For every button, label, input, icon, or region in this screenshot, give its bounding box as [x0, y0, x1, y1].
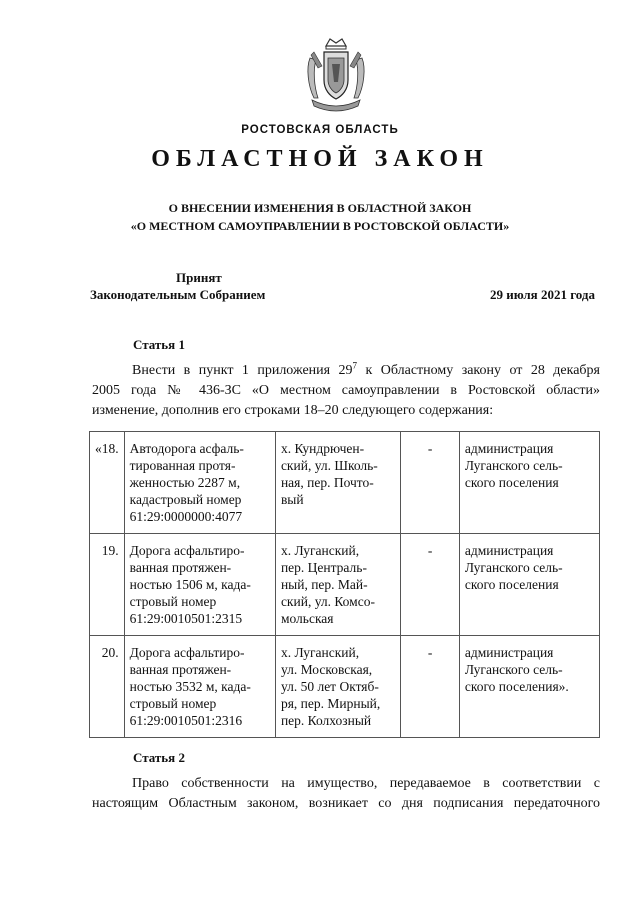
table-row [90, 534, 600, 636]
accepting-body: Законодательным Собранием [90, 287, 266, 302]
road-object-cell: Дорога асфальтиро- ванная протяжен- ностью 1506 м, када- стровый номер 61:29:0010501:2315 [124, 534, 275, 636]
road-object-cell: Дорога асфальтиро- ванная протяжен- ностью 3532 м, када- стровый номер 61:29:0010501:2316 [124, 636, 275, 738]
article-2-line-2: настоящим Областным законом, возникает со дня подписания передаточного [92, 796, 600, 811]
article-1-paragraph [92, 361, 600, 421]
article-2-heading: Статья 2 [133, 750, 185, 765]
road-object-cell: Автодорога асфаль- тированная протя- женностью 2287 м, кадастровый номер 61:29:0000000:4077 [124, 432, 275, 534]
row-number: 19. [90, 534, 125, 636]
article-1-line-3: изменение, дополнив его строками 18–20 следующего содержания: [92, 403, 494, 418]
row-number: «18. [90, 432, 125, 534]
roads-table [89, 431, 600, 738]
dash-cell: - [401, 636, 459, 738]
owner-cell: администрация Луганского сель- ского поселения [459, 534, 599, 636]
law-type-title: ОБЛАСТНОЙ ЗАКОН [151, 146, 489, 172]
region-name: РОСТОВСКАЯ ОБЛАСТЬ [241, 124, 399, 136]
adoption-date: 29 июля 2021 года [490, 287, 595, 302]
dash-cell: - [401, 534, 459, 636]
owner-cell: администрация Луганского сель- ского поселения». [459, 636, 599, 738]
law-subtitle-line-2: «О МЕСТНОМ САМОУПРАВЛЕНИИ В РОСТОВСКОЙ ОБЛАСТИ» [130, 219, 510, 233]
road-location-cell: х. Луганский, ул. Московская, ул. 50 лет Октяб- ря, пер. Мирный, пер. Колхозный [275, 636, 400, 738]
rostov-oblast-coat-of-arms-icon [300, 36, 372, 116]
accepted-label: Принят [176, 270, 222, 285]
article-1-line-2: 2005 года № 436-ЗС «О местном самоуправлении в Ростовской области» [92, 383, 600, 398]
row-number: 20. [90, 636, 125, 738]
road-location-cell: х. Луганский, пер. Централь- ный, пер. Май- ский, ул. Комсо- мольская [275, 534, 400, 636]
law-subtitle-line-1: О ВНЕСЕНИИ ИЗМЕНЕНИЯ В ОБЛАСТНОЙ ЗАКОН [168, 201, 472, 215]
table-row [90, 432, 600, 534]
table-row [90, 636, 600, 738]
owner-cell: администрация Луганского сель- ского поселения [459, 432, 599, 534]
road-location-cell: х. Кундрючен- ский, ул. Школь- ная, пер. Почто- вый [275, 432, 400, 534]
dash-cell: - [401, 432, 459, 534]
article-2-line-1: Право собственности на имущество, передаваемое в соответствии с [132, 776, 600, 791]
article-2-paragraph [92, 774, 600, 814]
article-1-heading: Статья 1 [133, 337, 185, 352]
article-1-line-1: Внести в пункт 1 приложения $29^7$ к Областному закону от 28 декабря [132, 360, 600, 378]
